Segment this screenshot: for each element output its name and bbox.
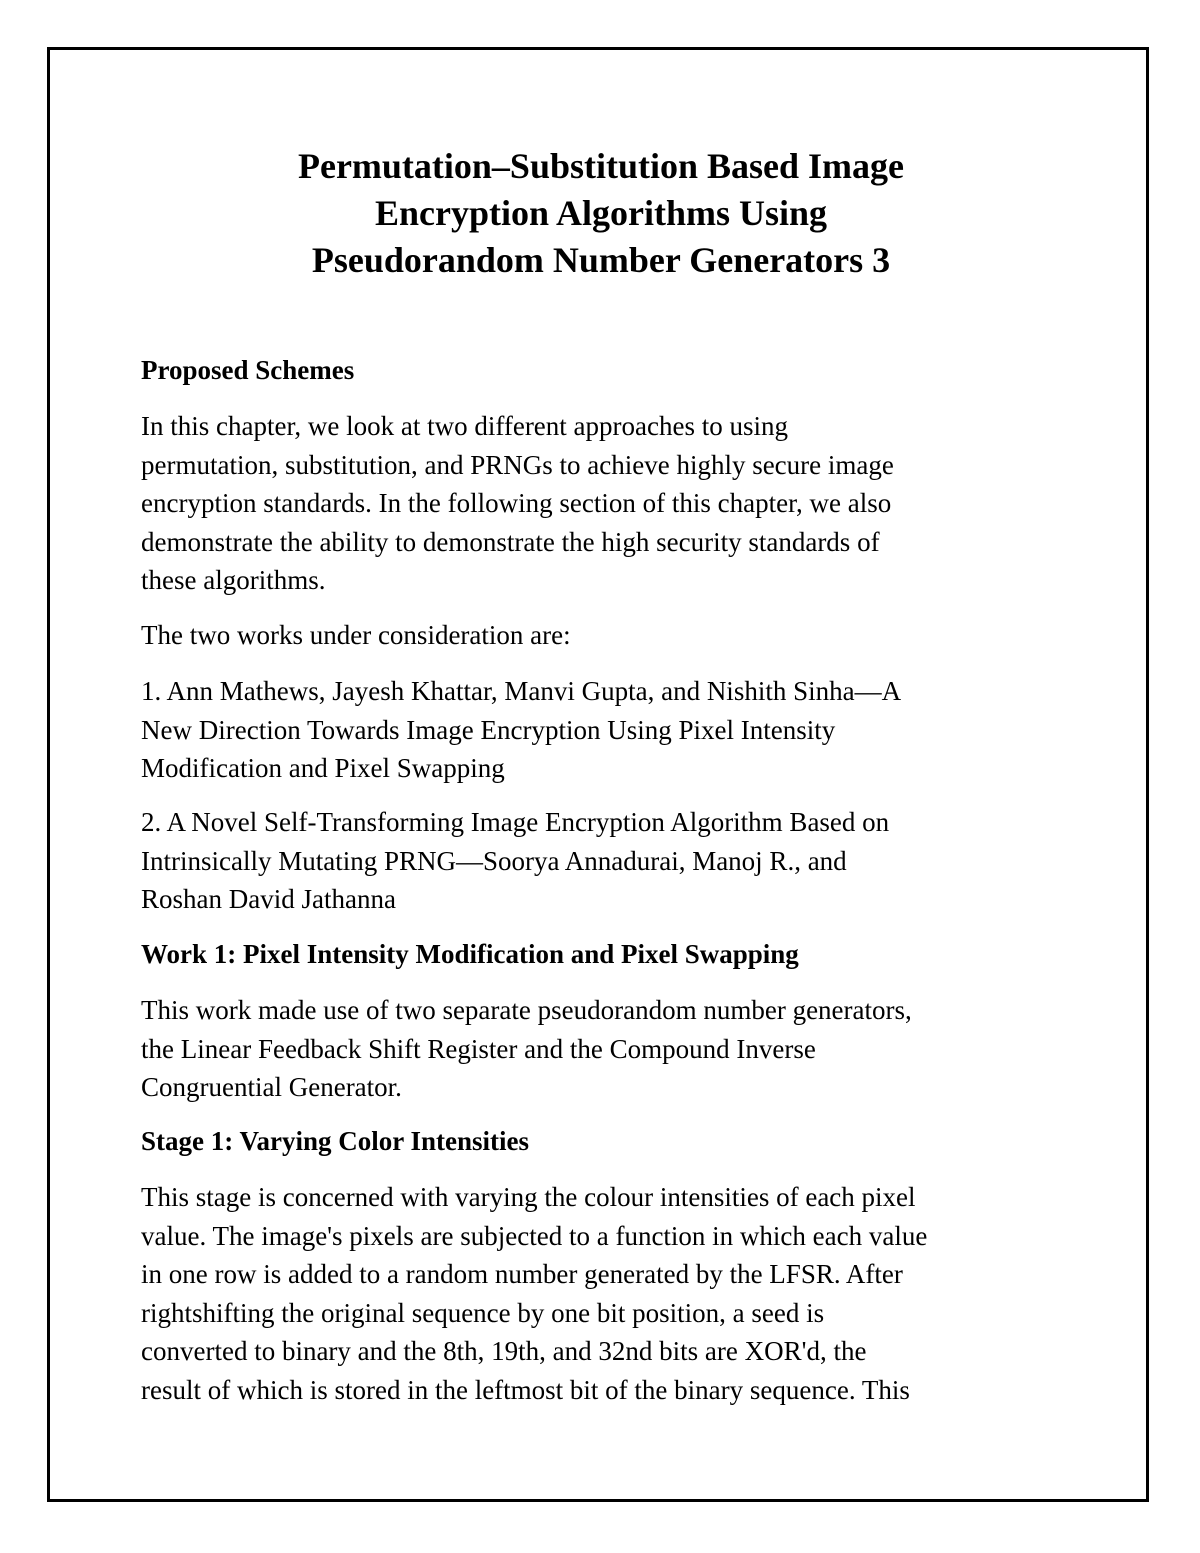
text-line: result of which is stored in the leftmost bit of the binary sequence. This: [141, 1374, 910, 1405]
text-line: in one row is added to a random number generated by the LFSR. After: [141, 1259, 903, 1289]
text-line: Congruential Generator.: [141, 1072, 402, 1102]
text-line: This stage is concerned with varying the colour intensities of each pixel: [141, 1182, 916, 1212]
text-line: Modification and Pixel Swapping: [141, 753, 505, 783]
title-line: Pseudorandom Number Generators 3: [311, 240, 891, 280]
title-line: Encryption Algorithms Using: [374, 193, 828, 233]
text-line: 2. A Novel Self-Transforming Image Encryption Algorithm Based on: [141, 807, 890, 837]
paragraph-work-1: [141, 991, 912, 1107]
paragraph-stage-1: [141, 1178, 927, 1409]
heading-stage-1: Stage 1: Varying Color Intensities: [141, 1126, 530, 1156]
text-line: demonstrate the ability to demonstrate the high security standards of: [141, 526, 880, 557]
text-line: The two works under consideration are:: [141, 620, 571, 650]
text-line: This work made use of two separate pseudorandom number generators,: [141, 995, 912, 1025]
text-line: converted to binary and the 8th, 19th, and 32nd bits are XOR'd, the: [141, 1336, 867, 1366]
paragraph-intro: [141, 407, 894, 600]
heading-proposed-schemes: Proposed Schemes: [141, 355, 355, 385]
heading-work-1: Work 1: Pixel Intensity Modification and Pixel Swapping: [141, 939, 799, 969]
text-line: these algorithms.: [141, 565, 326, 595]
text-line: In this chapter, we look at two different approaches to using: [141, 411, 788, 441]
text-line: New Direction Towards Image Encryption Using Pixel Intensity: [141, 714, 836, 745]
text-line: encryption standards. In the following section of this chapter, we also: [141, 488, 892, 518]
text-line: value. The image's pixels are subjected to a function in which each value: [141, 1220, 928, 1251]
title-line: Permutation–Substitution Based Image: [297, 146, 905, 186]
text-line: permutation, substitution, and PRNGs to achieve highly secure image: [141, 449, 894, 480]
paragraph-works-intro: [141, 616, 571, 655]
text-line: 1. Ann Mathews, Jayesh Khattar, Manvi Gupta, and Nishith Sinha—A: [141, 676, 902, 706]
list-item-work-2: [141, 803, 889, 919]
text-line: rightshifting the original sequence by one bit position, a seed is: [141, 1297, 825, 1328]
document-title: [141, 143, 1061, 284]
text-line: the Linear Feedback Shift Register and the Compound Inverse: [141, 1033, 816, 1064]
text-line: Roshan David Jathanna: [141, 884, 396, 914]
list-item-work-1: [141, 672, 901, 788]
text-line: Intrinsically Mutating PRNG—Soorya Annadurai, Manoj R., and: [141, 845, 847, 876]
